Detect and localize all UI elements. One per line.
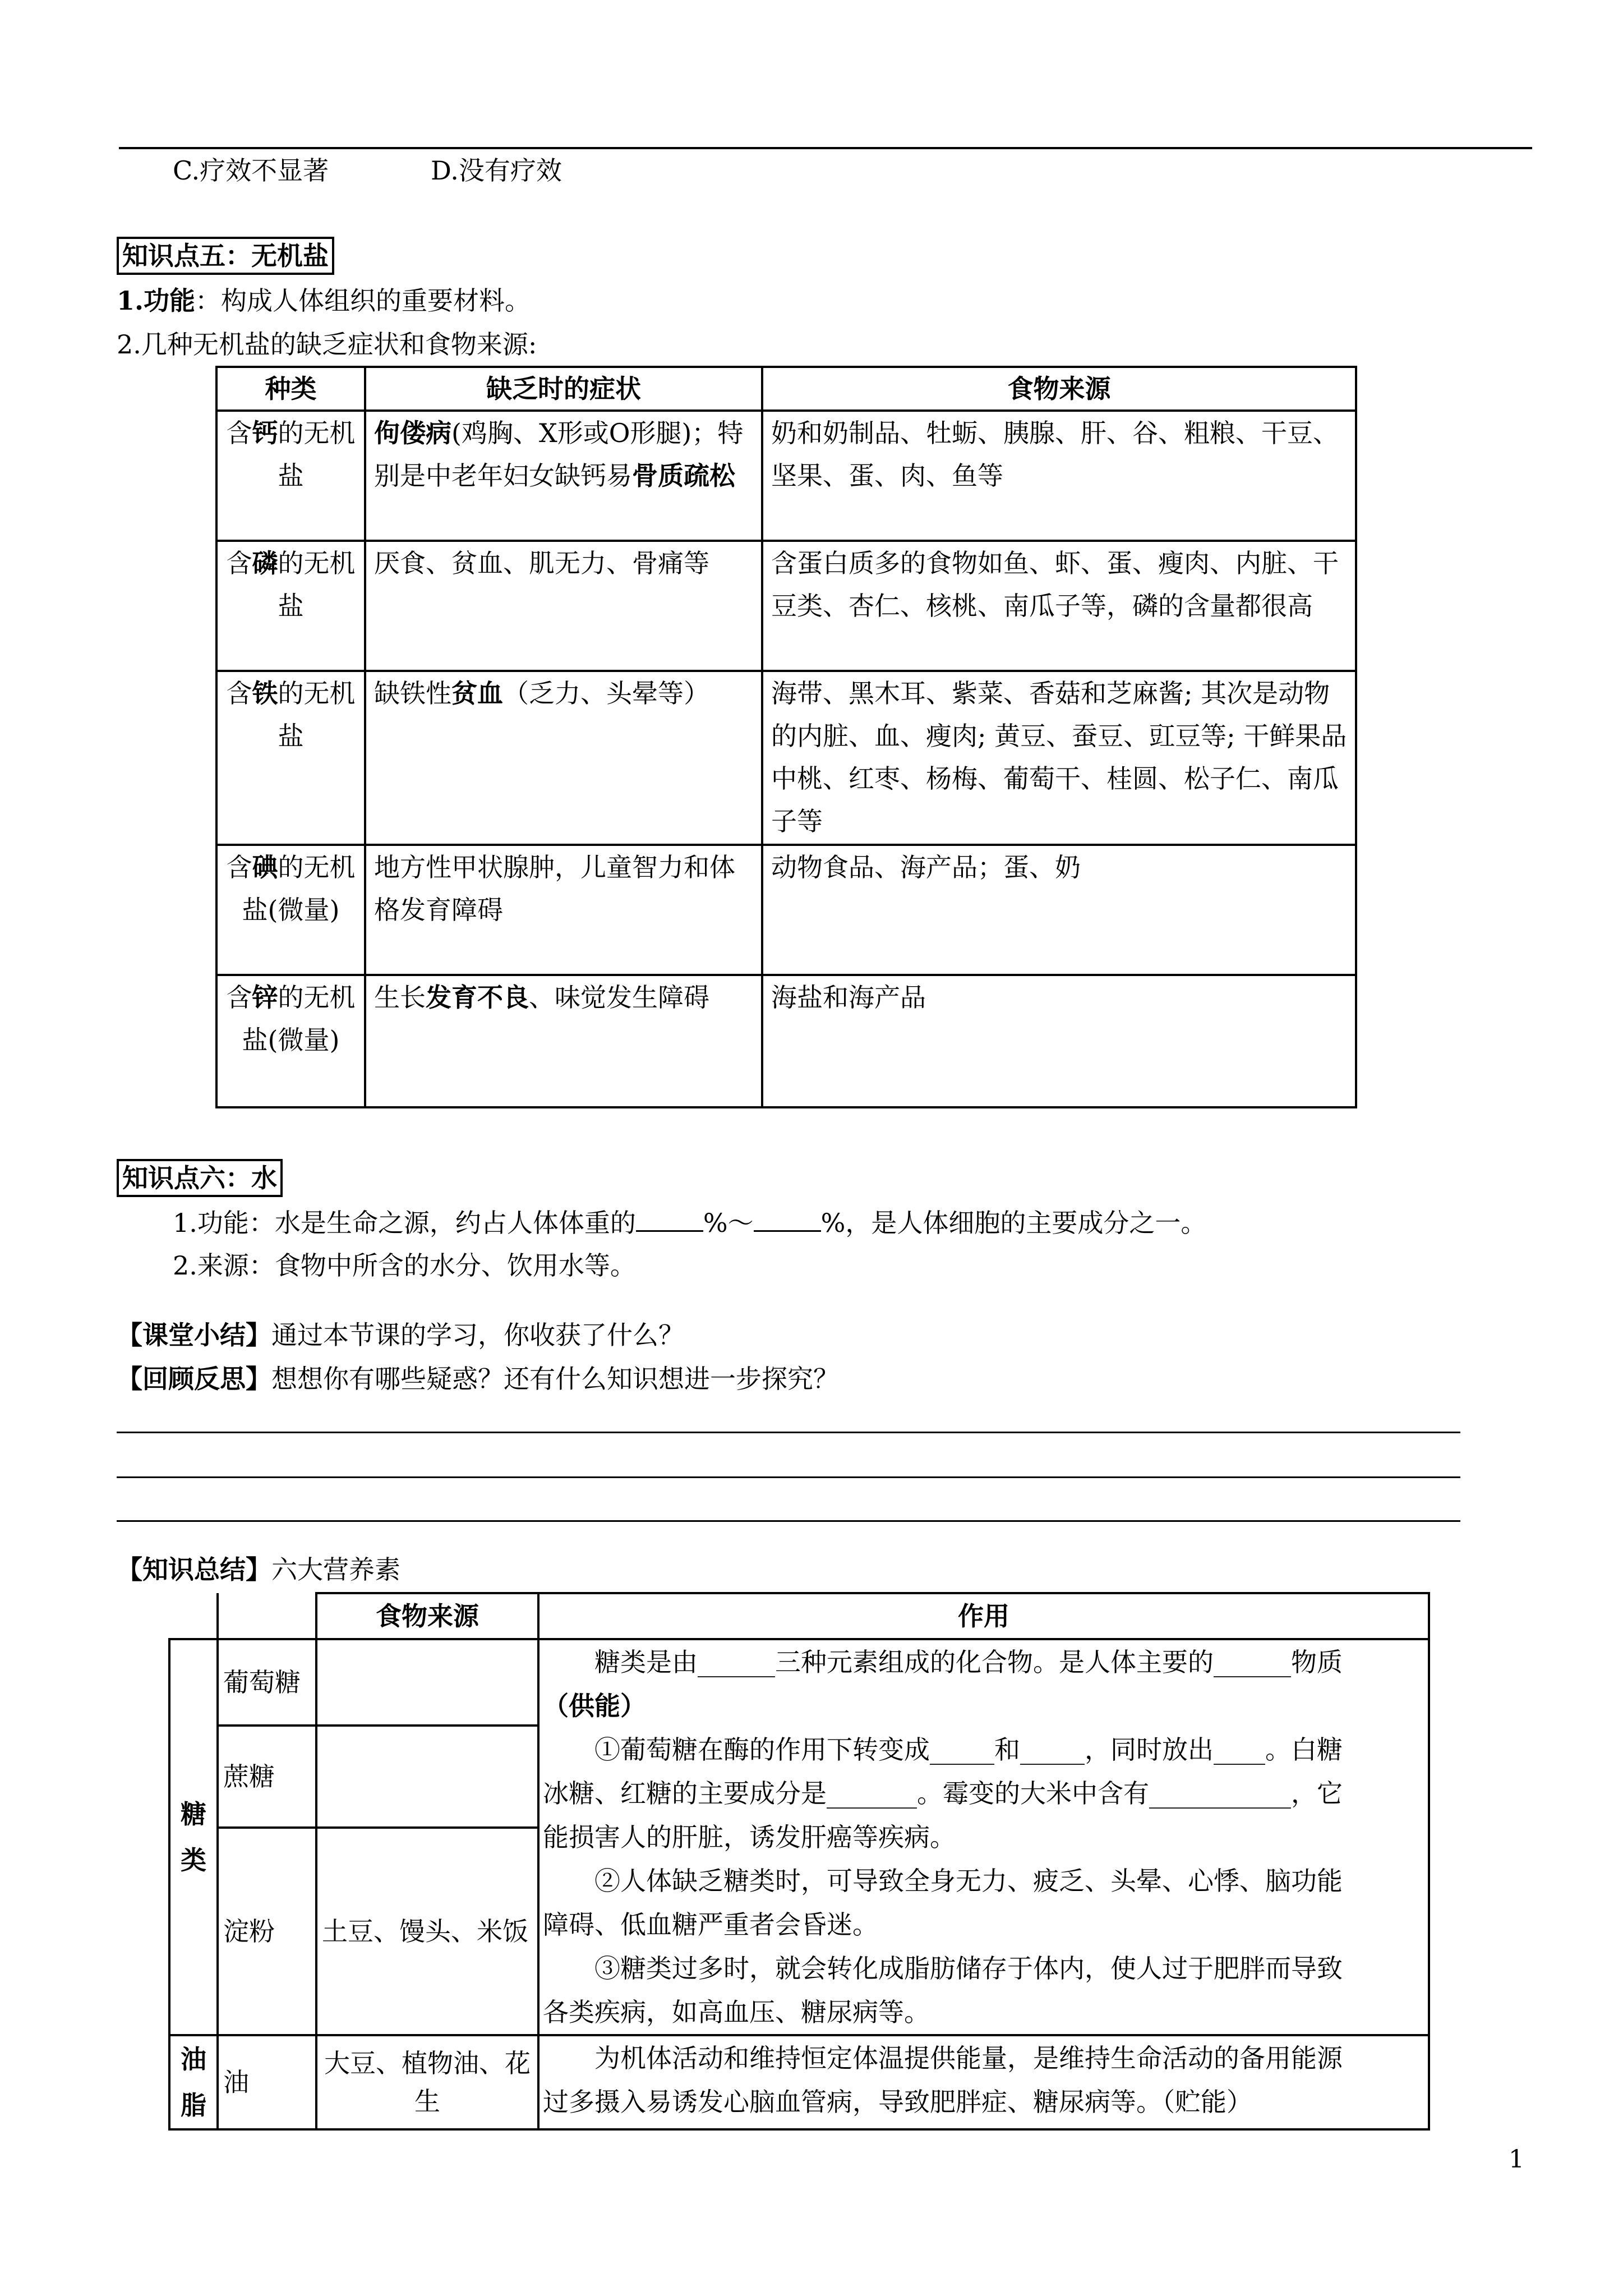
header-kind: 种类 [216, 367, 365, 411]
fat-source: 大豆、植物油、花生 [316, 2035, 538, 2129]
sugar-source[interactable] [316, 1726, 538, 1828]
sources-cell: 奶和奶制品、牡蛎、胰腺、肝、谷、粗粮、干豆、坚果、蛋、肉、鱼等 [762, 411, 1356, 541]
symptoms-cell: 佝偻病(鸡胸、X形或O形腿)；特别是中老年妇女缺钙易骨质疏松 [365, 411, 762, 541]
table-row [216, 845, 1356, 975]
symptoms-cell: 缺铁性贫血（乏力、头晕等） [365, 671, 762, 845]
symptoms-cell: 生长发育不良、味觉发生障碍 [365, 975, 762, 1107]
sugar-category: 糖 类 [169, 1639, 218, 2035]
option-d: D.没有疗效 [431, 155, 562, 186]
header-rule [119, 147, 1532, 149]
header-empty-2 [218, 1593, 316, 1639]
table-row [169, 1639, 1429, 1726]
sugar-effect: 糖类是由______三种元素组成的化合物。是人体主要的______物质 （供能） ①葡萄糖在酶的作用下转变成_____和_____，同时放出____。白糖 冰糖、红糖的主要成分是_______。霉变的大米中含有___________，它 能损害人的肝脏，诱发肝癌等疾病。 ②人体缺乏糖类时，可导致全身无力、疲乏、头晕、心悸、脑功能 障碍、低血糖严重者会昏迷。 ③糖类过多时，就会转化成脂肪储存于体内，使人过于肥胖而导致 各类疾病，如高血压、糖尿病等。 [538, 1639, 1429, 2035]
sugar-source: 土豆、馒头、米饭 [316, 1828, 538, 2035]
reflection: 【回顾反思】想想你有哪些疑惑？还有什么知识想进一步探究？ [117, 1364, 839, 1394]
nutrients-table [168, 1592, 1430, 2131]
section5-heading: 知识点五：无机盐 [117, 237, 334, 275]
class-summary: 【课堂小结】通过本节课的学习，你收获了什么？ [117, 1320, 684, 1350]
item1-label: 1.功能 [117, 286, 196, 316]
sources-cell: 海盐和海产品 [762, 975, 1356, 1107]
section5-item1 [117, 284, 531, 318]
header-effect: 作用 [538, 1593, 1429, 1639]
sources-cell: 海带、黑木耳、紫菜、香菇和芝麻酱; 其次是动物的内脏、血、瘦肉; 黄豆、蚕豆、豇豆等; 干鲜果品中桃、红枣、杨梅、葡萄干、桂圆、松子仁、南瓜子等 [762, 671, 1356, 845]
answer-line-2[interactable] [117, 1476, 1460, 1478]
kind-cell: 含锌的无机盐(微量) [216, 975, 365, 1107]
symptoms-cell: 地方性甲状腺肿，儿童智力和体格发育障碍 [365, 845, 762, 975]
table-row [216, 411, 1356, 541]
table-row [216, 671, 1356, 845]
kind-cell: 含铁的无机盐 [216, 671, 365, 845]
table-row [216, 975, 1356, 1107]
sugar-source[interactable] [316, 1639, 538, 1726]
table-row [169, 2035, 1429, 2129]
item1-text: ：构成人体组织的重要材料。 [195, 286, 531, 316]
header-food-source: 食物来源 [316, 1593, 538, 1639]
section6-heading: 知识点六：水 [117, 1159, 283, 1197]
fat-effect: 为机体活动和维持恒定体温提供能量，是维持生命活动的备用能源 过多摄入易诱发心脑血管病，导致肥胖症、糖尿病等。（贮能） [538, 2035, 1429, 2129]
header-sources: 食物来源 [762, 367, 1356, 411]
sources-cell: 动物食品、海产品；蛋、奶 [762, 845, 1356, 975]
kind-cell: 含碘的无机盐(微量) [216, 845, 365, 975]
section6-line2: 2.来源：食物中所含的水分、饮用水等。 [173, 1250, 636, 1281]
sugar-name: 淀粉 [218, 1828, 316, 2035]
sugar-name: 蔗糖 [218, 1726, 316, 1828]
table-row [216, 541, 1356, 671]
blank-2[interactable] [754, 1208, 821, 1232]
header-empty [169, 1593, 218, 1639]
section5-item2: 2.几种无机盐的缺乏症状和食物来源: [117, 329, 537, 360]
fat-name: 油 [218, 2035, 316, 2129]
blank-1[interactable] [636, 1208, 703, 1232]
sugar-name: 葡萄糖 [218, 1639, 316, 1726]
minerals-table [215, 366, 1357, 1108]
section6-line1: 1.功能：水是生命之源，约占人体体重的 %～ %，是人体细胞的主要成分之一。 [173, 1208, 1207, 1238]
symptoms-cell: 厌食、贫血、肌无力、骨痛等 [365, 541, 762, 671]
page-number: 1 [1509, 2145, 1524, 2174]
sources-cell: 含蛋白质多的食物如鱼、虾、蛋、瘦肉、内脏、干豆类、杏仁、核桃、南瓜子等，磷的含量都很高 [762, 541, 1356, 671]
nutrients-header-row [169, 1593, 1429, 1639]
answer-line-3[interactable] [117, 1520, 1460, 1522]
minerals-header-row [216, 367, 1356, 411]
knowledge-summary-title: 【知识总结】六大营养素 [117, 1554, 400, 1585]
answer-line-1[interactable] [117, 1432, 1460, 1433]
kind-cell: 含磷的无机盐 [216, 541, 365, 671]
option-c: C.疗效不显著 [173, 155, 329, 186]
kind-cell: 含钙的无机盐 [216, 411, 365, 541]
header-symptoms: 缺乏时的症状 [365, 367, 762, 411]
fat-category: 油 脂 [169, 2035, 218, 2129]
